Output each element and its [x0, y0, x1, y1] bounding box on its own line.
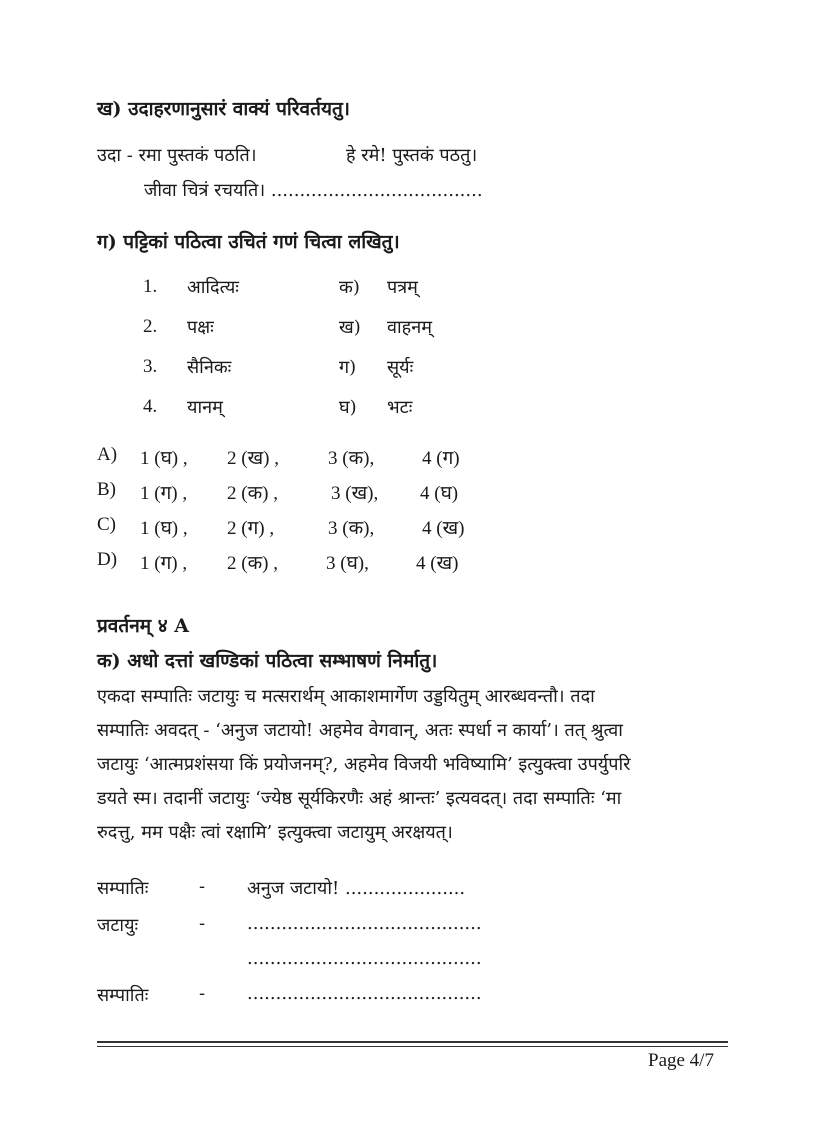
passage-line: एकदा सम्पातिः जटायुः च मत्सरार्थम् आकाशमार्गेण उड्डयितुम् आरब्धवन्तौ। तदा: [97, 686, 595, 707]
dialogue-line: .........................................: [247, 948, 482, 969]
page-number: Page 4/7: [648, 1050, 714, 1071]
left-term: सैनिकः: [187, 357, 232, 378]
row-number: 1.: [143, 276, 158, 297]
option-pair: 4 (ख): [422, 518, 465, 539]
section-kha-heading: ख) उदाहरणानुसारं वाक्यं परिवर्तयतु।: [97, 98, 350, 120]
left-term: पक्षः: [187, 317, 214, 338]
footer-rule: [97, 1041, 728, 1043]
row-number: 3.: [143, 356, 158, 377]
row-number: 4.: [143, 396, 158, 417]
section-ga-heading: ग) पट्टिकां पठित्वा उचितं गणं चित्वा लखितु।: [97, 231, 400, 253]
footer-rule-thin: [97, 1046, 728, 1047]
option-label: C): [97, 514, 116, 535]
example-result: हे रमे! पुस्तकं पठतु।: [346, 145, 478, 166]
passage-line: डयते स्म। तदानीं जटायुः ‘ज्येष्ठ सूर्यकिरणैः अहं श्रान्तः’ इत्यवदत्। तदा सम्पातिः ‘मा: [97, 788, 622, 809]
dialogue-line: .........................................: [247, 983, 482, 1004]
right-term: भटः: [387, 397, 413, 418]
option-pair: 2 (ख) ,: [227, 448, 279, 469]
right-mark: ख): [339, 317, 361, 338]
example-lead: उदा - रमा पुस्तकं पठति।: [97, 145, 257, 166]
dash: -: [199, 876, 206, 897]
section-4a-heading: क) अधो दत्तां खण्डिकां पठित्वा सम्भाषणं निर्मातु।: [97, 650, 438, 672]
passage-line: जटायुः ‘आत्मप्रशंसया किं प्रयोजनम्?, अहमेव विजयी भविष्यामि’ इत्युक्त्वा उपर्युपरि: [97, 754, 631, 775]
right-term: वाहनम्: [387, 317, 432, 338]
option-pair: 1 (ग) ,: [140, 553, 188, 574]
option-pair: 2 (ग) ,: [227, 518, 275, 539]
option-pair: 3 (घ),: [326, 553, 369, 574]
option-pair: 1 (घ) ,: [140, 448, 188, 469]
row-number: 2.: [143, 316, 158, 337]
left-term: यानम्: [187, 397, 223, 418]
right-mark: घ): [339, 397, 357, 418]
option-pair: 3 (क),: [328, 448, 375, 469]
option-label: D): [97, 549, 118, 570]
option-pair: 1 (घ) ,: [140, 518, 188, 539]
speaker: जटायुः: [97, 915, 139, 936]
left-term: आदित्यः: [187, 277, 239, 298]
exercise-line: जीवा चित्रं रचयति। .....................................: [144, 180, 483, 201]
option-pair: 2 (क) ,: [227, 483, 278, 504]
option-pair: 3 (ख),: [331, 483, 379, 504]
option-pair: 4 (ख): [416, 553, 459, 574]
right-term: सूर्यः: [387, 357, 414, 378]
option-pair: 1 (ग) ,: [140, 483, 188, 504]
dash: -: [199, 983, 206, 1004]
dash: -: [199, 913, 206, 934]
dialogue-line: अनुज जटायो! .....................: [247, 878, 466, 899]
right-mark: क): [339, 277, 360, 298]
passage-line: रुदत्तु, मम पक्षैः त्वां रक्षामि’ इत्युक्त्वा जटायुम् अरक्षयत्।: [97, 822, 453, 843]
option-pair: 4 (घ): [420, 483, 459, 504]
speaker: सम्पातिः: [97, 985, 149, 1006]
right-term: पत्रम्: [387, 277, 418, 298]
option-pair: 3 (क),: [328, 518, 375, 539]
speaker: सम्पातिः: [97, 878, 149, 899]
option-pair: 2 (क) ,: [227, 553, 278, 574]
passage: [97, 680, 729, 850]
option-label: A): [97, 444, 118, 465]
section-4a-title: प्रवर्तनम् ४ A: [97, 615, 189, 637]
right-mark: ग): [339, 357, 357, 378]
passage-line: सम्पातिः अवदत् - ‘अनुज जटायो! अहमेव वेगवान्, अतः स्पर्धा न कार्या’। तत् श्रुत्वा: [97, 720, 623, 741]
dialogue-line: .........................................: [247, 913, 482, 934]
option-label: B): [97, 479, 116, 500]
option-pair: 4 (ग): [422, 448, 460, 469]
